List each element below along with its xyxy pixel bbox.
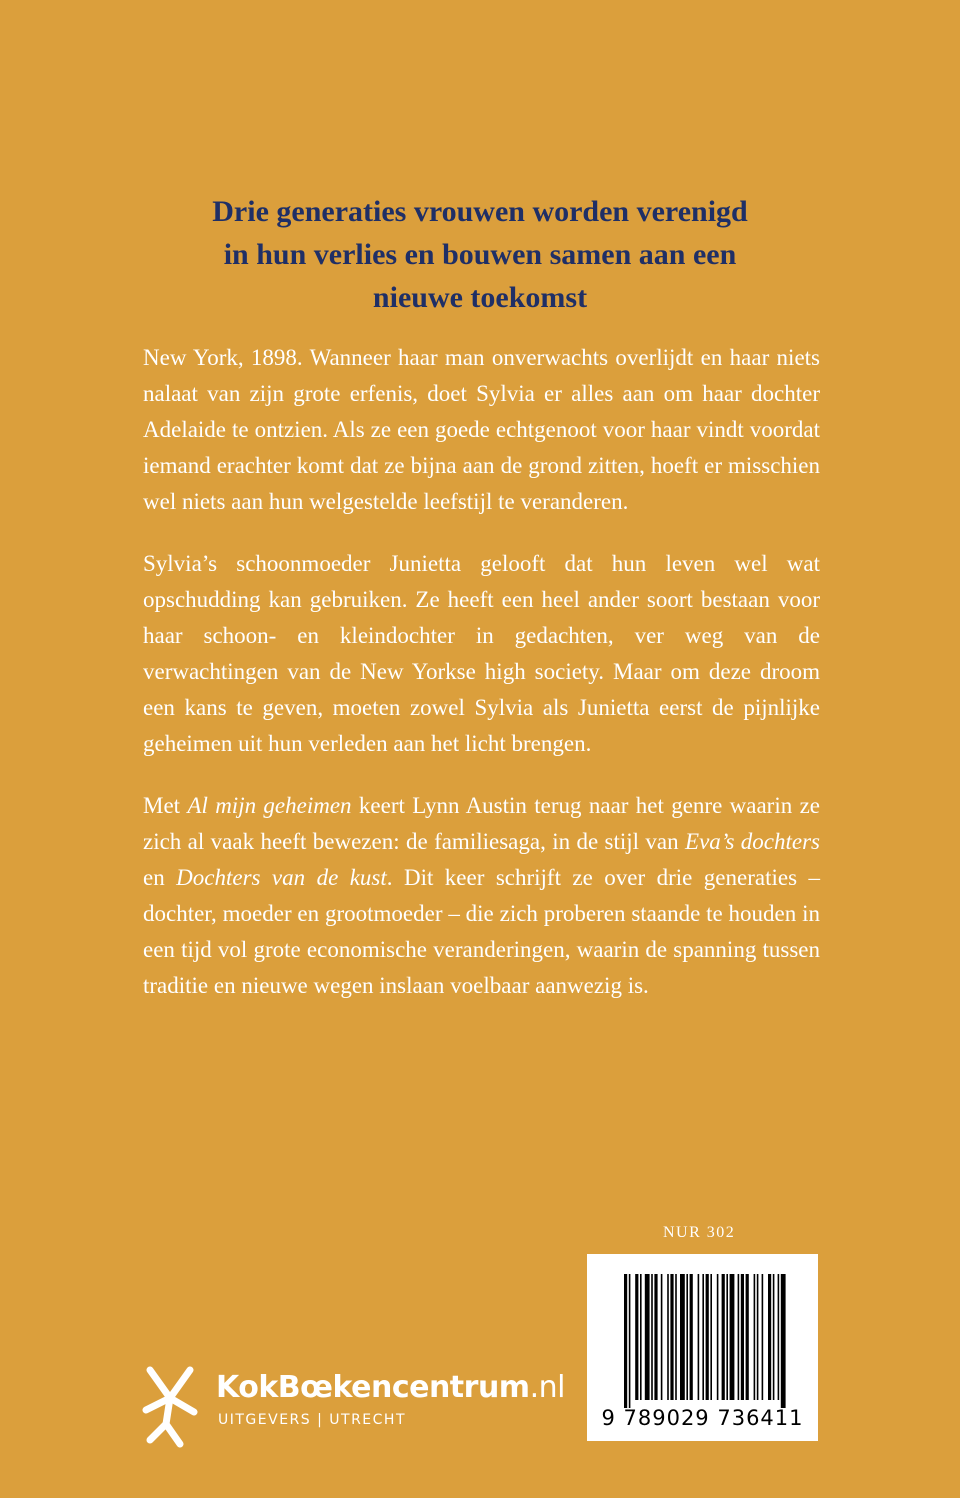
blurb-paragraph-2: Sylvia’s schoonmoeder Junietta gelooft dat hun leven wel wat opschudding kan gebruiken. Ze heeft een heel ander soort bestaan voor haar schoon- en kleindochter in gedachten, ver weg van de verwachtingen van de New Yorkse high society. Maar om deze droom een kans te geven, moeten zowel Sylvia als Junietta eerst de pijnlijke geheimen uit hun verleden aan het licht brengen. (143, 551, 820, 756)
barcode-bar (702, 1274, 704, 1400)
barcode-bar (675, 1274, 677, 1400)
nur-code: NUR 302 (663, 1224, 736, 1241)
blurb (143, 340, 820, 1030)
barcode-bar (624, 1274, 627, 1408)
barcode-bar (661, 1274, 663, 1400)
barcode-bar (738, 1274, 740, 1400)
publisher-logo (136, 1362, 565, 1452)
barcode-bar (754, 1274, 756, 1400)
barcode-bar (640, 1274, 642, 1400)
blurb-p3-text-c: en (143, 865, 177, 890)
barcode-bar (778, 1274, 780, 1400)
tagline-line-3: nieuwe toekomst (372, 281, 588, 314)
barcode-bar (726, 1274, 728, 1400)
barcode-bar (746, 1274, 749, 1400)
barcode-digits: 9 789029 736411 (601, 1406, 804, 1430)
barcode-bar (651, 1274, 653, 1400)
publisher-subtitle: UITGEVERS | UTRECHT (218, 1412, 407, 1428)
barcode-bar (757, 1274, 759, 1400)
tagline (0, 190, 960, 319)
barcode-bar (706, 1274, 709, 1400)
blurb-p3-text-d: . Dit keer schrijft ze over drie generaties – dochter, moeder en grootmoeder – die zich proberen staande te houden in een tijd vol grote economische veranderingen, waarin de spanning tussen traditie en nieuwe wegen inslaan voelbaar aanwezig is. (143, 865, 820, 998)
tagline-line-1: Drie generaties vrouwen worden verenigd (212, 195, 748, 228)
barcode-bar (645, 1274, 650, 1400)
barcode-bar (717, 1274, 719, 1400)
barcode-bar (690, 1274, 693, 1400)
barcode-bar (629, 1274, 631, 1408)
barcode-bar (635, 1274, 638, 1400)
barcode-bar (686, 1274, 688, 1400)
barcode-bar (667, 1274, 669, 1400)
blurb-paragraph-3 (143, 788, 820, 1004)
barcode-bar (670, 1274, 673, 1400)
publisher-name (216, 1370, 565, 1405)
publisher-name-tld: .nl (529, 1370, 565, 1405)
barcode-bar (762, 1274, 764, 1400)
barcode-bar (710, 1274, 712, 1400)
barcode-bar (680, 1274, 685, 1400)
barcode-bar (773, 1274, 775, 1400)
blurb-p3-text-a: Met (143, 793, 188, 818)
barcode-bar (722, 1274, 725, 1400)
tagline-line-2: in hun verlies en bouwen samen aan een (223, 238, 737, 271)
blurb-paragraph-1: New York, 1898. Wanneer haar man onverwachts overlijdt en haar niets nalaat van zijn grote erfenis, doet Sylvia er alles aan om haar dochter Adelaide te ontzien. Als ze een goede echtgenoot voor haar vindt voordat iemand erachter komt dat ze bijna aan de grond zitten, hoeft er misschien wel niets aan hun welgestelde leefstijl te veranderen. (143, 345, 820, 514)
barcode-bar (768, 1274, 771, 1400)
barcode-bar (698, 1274, 700, 1400)
book-title-evas-dochters: Eva’s dochters (685, 829, 820, 854)
barcode-bar (654, 1274, 657, 1400)
book-title-al-mijn-geheimen: Al mijn geheimen (187, 793, 352, 818)
book-title-dochters-van-de-kust: Dochters van de kust (176, 865, 387, 890)
blurb-p3-text-b: keert Lynn Austin terug naar het genre waarin ze zich al vaak heeft bewezen: de familiesaga, in de stijl van (143, 793, 820, 854)
publisher-name-main: KokBœkencentrum (216, 1370, 530, 1405)
barcode-bar (741, 1274, 744, 1400)
kok-boekencentrum-logo-icon (136, 1362, 202, 1452)
barcode-bar (781, 1274, 786, 1408)
barcode-bar (730, 1274, 735, 1400)
isbn-barcode (587, 1254, 818, 1441)
